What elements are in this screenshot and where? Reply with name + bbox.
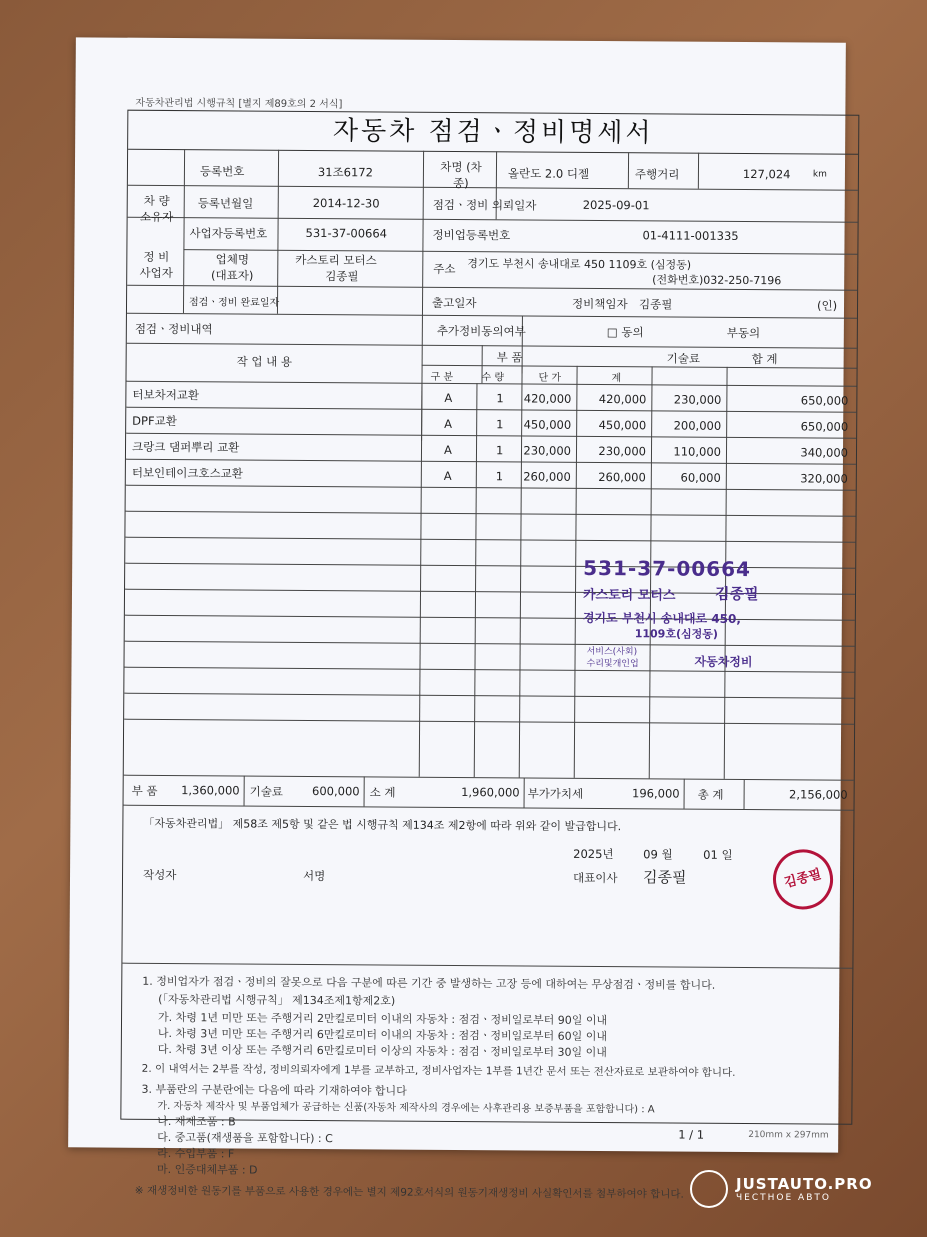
- mileage-unit: km: [812, 169, 827, 180]
- model-value: 올란도 2.0 디젤: [507, 166, 590, 181]
- row-qty: 1: [496, 391, 504, 406]
- shop-reg-label: 정비업등록번호: [432, 227, 511, 243]
- row-labor: 200,000: [673, 418, 722, 433]
- row-total: 340,000: [800, 445, 849, 460]
- agree-option: □ 동의: [606, 325, 644, 340]
- ceo-name: 김종필: [325, 269, 359, 284]
- totals-labor-label: 기술료: [249, 784, 283, 799]
- row-work-name: 터보차저교환: [132, 387, 200, 403]
- totals-labor-value: 600,000: [312, 783, 360, 799]
- reg-no-label: 등록번호: [199, 164, 245, 179]
- totals-vat-label: 부가가치세: [527, 786, 584, 801]
- release-date-label: 출고일자: [431, 295, 477, 311]
- totals-parts-value: 1,360,000: [181, 783, 240, 798]
- note-line: 가. 차령 1년 미만 또는 주행거리 2만킬로미터 이내의 자동차 : 점검ㆍ정비일로부터 90일 이내: [157, 1010, 608, 1028]
- biz-no-value: 531-37-00664: [305, 225, 388, 241]
- stamp-category3: 자동차정비: [694, 654, 753, 670]
- lion-logo-icon: [690, 1170, 728, 1208]
- address-value: 경기도 부천시 송내대로 450 1109호 (심정동): [467, 257, 692, 272]
- note-line: 다. 중고품(재생품을 포함합니다) : C: [157, 1130, 333, 1146]
- phone-value: (전화번호)032-250-7196: [652, 273, 782, 288]
- totals-grand-value: 2,156,000: [789, 787, 848, 802]
- header-work: 작 업 내 용: [236, 354, 293, 369]
- row-labor: 230,000: [673, 392, 722, 407]
- note-line: 1. 정비업자가 점검ㆍ정비의 잘못으로 다음 구분에 따른 기간 중 발생하는 고장 등에 대하여는 무상점검ㆍ정비를 합니다.: [142, 974, 716, 992]
- issue-statement: 「자동차관리법」 제58조 제5항 및 같은 법 시행규칙 제134조 제2항에 따라 위와 같이 발급합니다.: [143, 816, 622, 834]
- manager-label: 정비책임자: [571, 296, 628, 312]
- stamp-address-line2: 1109호(심정동): [634, 627, 718, 641]
- row-type: A: [443, 442, 452, 457]
- note-line: (「자동차관리법 시행규칙」 제134조제1항제2호): [158, 992, 396, 1008]
- biz-no-label: 사업자등록번호: [189, 226, 268, 241]
- note-line: 나. 차령 3년 미만 또는 주행거리 6만킬로미터 이내의 자동차 : 점검ㆍ정비일로부터 60일 이내: [157, 1026, 608, 1044]
- shop-section-label: 정 비 사업자: [139, 249, 173, 281]
- header-total: 합 계: [751, 352, 778, 367]
- vehicle-section-label: 차 량 소유자: [139, 193, 174, 225]
- row-sum: 260,000: [598, 469, 646, 485]
- row-type: A: [444, 416, 453, 431]
- row-work-name: 터보인테이크호스교환: [131, 465, 243, 481]
- note-line: 다. 차령 3년 이상 또는 주행거리 6만킬로미터 이상의 자동차 : 점검ㆍ정비일로부터 30일 이내: [157, 1042, 607, 1060]
- totals-parts-label: 부 품: [131, 783, 158, 798]
- row-qty: 1: [495, 469, 504, 484]
- note-line: 2. 이 내역서는 2부를 작성, 정비의뢰자에게 1부를 교부하고, 정비사업자는 1부를 1년간 문서 또는 전산자료로 보관하여야 합니다.: [141, 1062, 736, 1079]
- address-label: 주소: [433, 261, 456, 276]
- shop-reg-value: 01-4111-001335: [642, 228, 739, 243]
- disagree-option: 부동의: [726, 325, 761, 341]
- note-line: 마. 인증대체부품 : D: [156, 1162, 258, 1177]
- complete-date-label: 점검ㆍ정비 완료일자: [188, 297, 280, 309]
- row-type: A: [444, 390, 453, 405]
- manager-name: 김종필: [638, 297, 673, 312]
- header-labor: 기술료: [666, 351, 701, 366]
- paper-size: 210mm x 297mm: [748, 1130, 829, 1141]
- model-label: 차명 (차종): [440, 159, 482, 191]
- stamp-category1: 서비스(사회): [586, 646, 638, 658]
- issue-ceo-name: 김종필: [642, 868, 687, 887]
- row-work-name: DPF교환: [132, 413, 177, 429]
- mileage-value: 127,024: [742, 166, 791, 182]
- reg-date-label: 등록년월일: [197, 196, 254, 211]
- company-label: 업체명 (대표자): [211, 252, 254, 283]
- subheader-qty: 수 량: [481, 372, 505, 384]
- stamp-address-line1: 경기도 부천시 송내대로 450,: [582, 610, 741, 626]
- reg-date-value: 2014-12-30: [312, 195, 380, 211]
- row-type: A: [443, 468, 452, 483]
- header-parts: 부 품: [496, 350, 523, 365]
- document-title: 자동차 점검ㆍ정비명세서: [128, 111, 858, 155]
- official-seal: 김종필: [766, 843, 839, 916]
- watermark: [690, 1170, 873, 1208]
- row-total: 650,000: [800, 419, 849, 434]
- row-work-name: 크랑크 댐퍼뿌리 교환: [131, 439, 240, 455]
- stamp-biz-no: 531-37-00664: [583, 555, 752, 582]
- totals-vat-value: 196,000: [632, 786, 680, 801]
- subheader-sum: 계: [611, 373, 622, 385]
- work-content-label: 점검ㆍ정비내역: [134, 321, 213, 337]
- stamp-category2: 수리및개인업: [586, 658, 639, 670]
- row-qty: 1: [496, 417, 504, 432]
- issue-day: 01 일: [703, 847, 733, 862]
- totals-subtotal-label: 소 계: [369, 785, 396, 800]
- note-line: 3. 부품란의 구분란에는 다음에 따라 기재하여야 합니다: [141, 1082, 407, 1098]
- request-date-label: 점검ㆍ정비 의뢰일자: [432, 197, 537, 213]
- row-total: 320,000: [800, 471, 848, 486]
- note-line: 나. 재제조품 : B: [157, 1114, 236, 1129]
- mileage-label: 주행거리: [634, 167, 680, 182]
- row-labor: 110,000: [673, 444, 722, 459]
- company-name: 카스토리 모터스: [295, 252, 377, 268]
- issue-month: 09 월: [643, 847, 673, 862]
- subheader-unit: 단 가: [538, 372, 562, 384]
- manager-seal-mark: (인): [816, 298, 838, 313]
- extra-consent-label: 추가정비동의여부: [436, 323, 526, 339]
- page-number: 1 / 1: [678, 1127, 705, 1142]
- ceo-title-label: 대표이사: [572, 870, 618, 886]
- row-qty: 1: [495, 443, 504, 458]
- note-line: ※ 재생정비한 원동기를 부품으로 사용한 경우에는 별지 제92호서식의 원동기재생정비 사실확인서를 첨부하여야 합니다.: [134, 1184, 684, 1201]
- row-total: 650,000: [800, 393, 849, 408]
- writer-label: 작성자: [142, 867, 177, 883]
- row-unit-price: 230,000: [523, 443, 572, 458]
- row-sum: 450,000: [598, 417, 647, 433]
- row-unit-price: 260,000: [523, 469, 571, 484]
- issue-year: 2025년: [573, 846, 614, 862]
- row-unit-price: 420,000: [523, 391, 572, 406]
- row-unit-price: 450,000: [523, 417, 572, 432]
- note-line: 가. 자동차 제작사 및 부품업체가 공급하는 신품(자동차 제작사의 경우에는 사후관리용 보증부품을 포함합니다) : A: [157, 1100, 655, 1116]
- row-sum: 420,000: [598, 391, 647, 407]
- note-line: 라. 수입부품 : F: [157, 1146, 235, 1161]
- stamp-ceo: 김종필: [714, 584, 759, 604]
- row-sum: 230,000: [598, 443, 647, 459]
- totals-grand-label: 총 계: [697, 787, 724, 802]
- totals-subtotal-value: 1,960,000: [461, 785, 520, 800]
- watermark-subtitle: ЧЕСТНОЕ АВТО: [736, 1193, 831, 1203]
- watermark-name: JUSTAUTO.PRO: [736, 1175, 873, 1193]
- subheader-type: 구 분: [430, 371, 454, 383]
- row-labor: 60,000: [680, 470, 721, 485]
- reg-no-value: 31조6172: [317, 165, 374, 180]
- stamp-company: 카스토리 모터스: [582, 587, 676, 604]
- request-date-value: 2025-09-01: [582, 197, 650, 213]
- sign-label: 서명: [302, 868, 326, 884]
- form-reference: 자동차관리법 시행규칙 [별지 제89호의 2 서식]: [135, 97, 343, 111]
